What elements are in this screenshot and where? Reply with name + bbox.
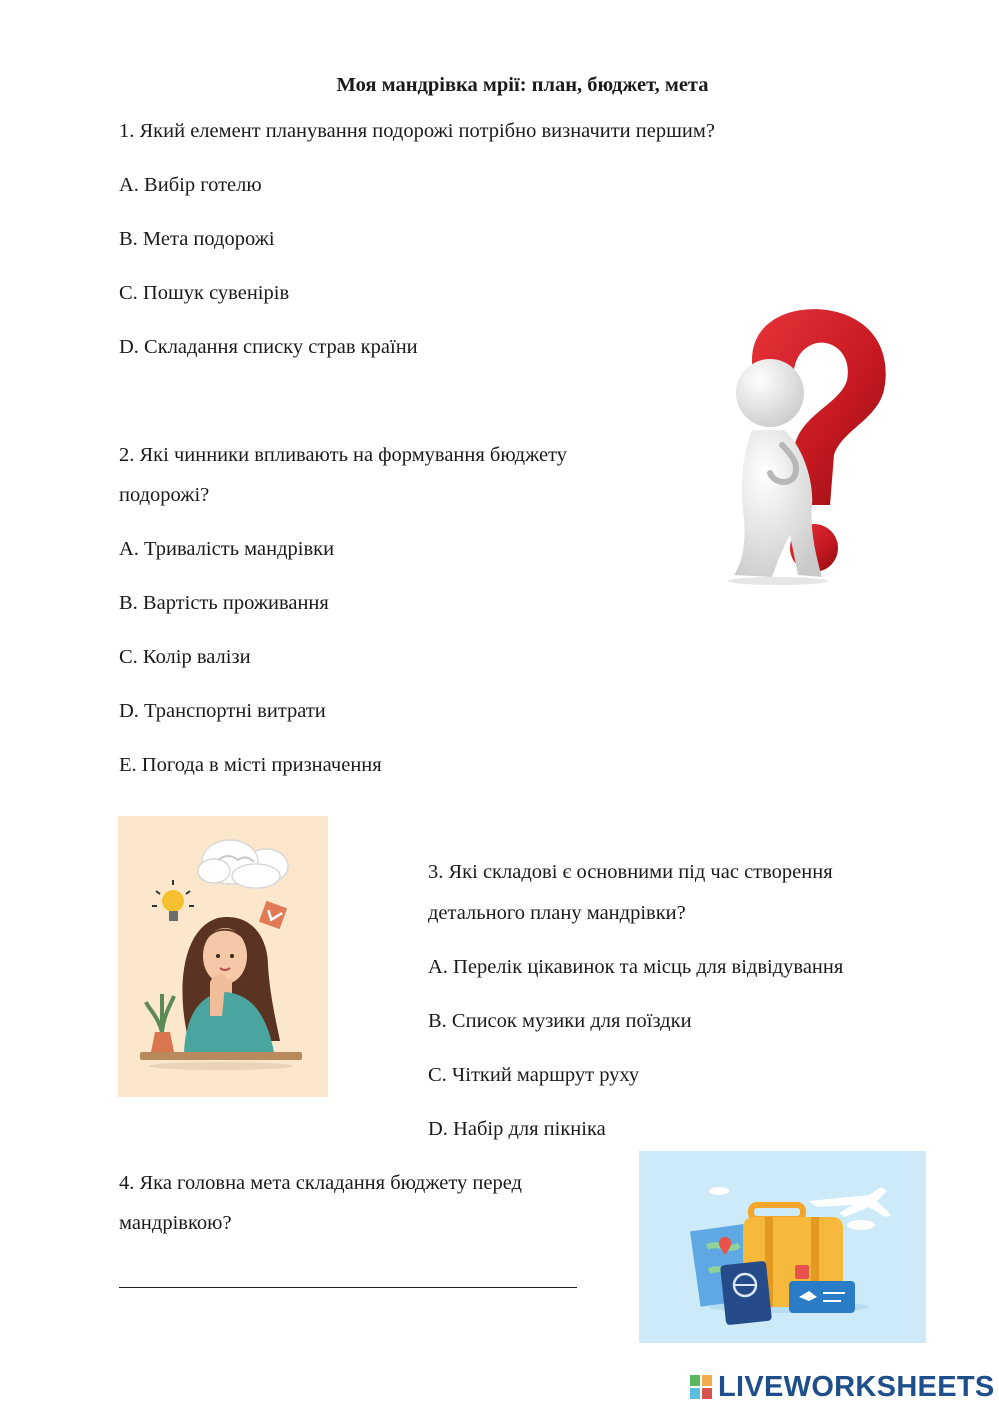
question-2-option-b[interactable]: B. Вартість проживання: [119, 592, 329, 614]
question-1-option-b[interactable]: B. Мета подорожі: [119, 228, 275, 250]
question-1-option-c[interactable]: C. Пошук сувенірів: [119, 282, 290, 304]
question-1-option-d[interactable]: D. Складання списку страв країни: [119, 336, 418, 358]
question-4-text-line-2: мандрівкою?: [119, 1212, 232, 1234]
question-3-option-d[interactable]: D. Набір для пікніка: [428, 1118, 606, 1140]
question-2-text-line-2: подорожі?: [119, 484, 210, 506]
question-3-text-line-2: детального плану мандрівки?: [428, 902, 686, 924]
travel-suitcase-image: [639, 1151, 926, 1343]
thinking-woman-image: [118, 816, 328, 1097]
question-2-option-e[interactable]: E. Погода в місті призначення: [119, 754, 382, 776]
question-1-text: 1. Який елемент планування подорожі потрібно визначити першим?: [119, 120, 715, 142]
question-1-option-a[interactable]: A. Вибір готелю: [119, 174, 262, 196]
question-3-option-a[interactable]: A. Перелік цікавинок та місць для відвідування: [428, 956, 844, 978]
question-3-option-b[interactable]: B. Список музики для поїздки: [428, 1010, 692, 1032]
question-2-option-a[interactable]: A. Тривалість мандрівки: [119, 538, 335, 560]
question-2-option-c[interactable]: C. Колір валізи: [119, 646, 251, 668]
question-2-text-line-1: 2. Які чинники впливають на формування бюджету: [119, 444, 567, 466]
question-mark-figure-image: [722, 305, 894, 585]
question-2-option-d[interactable]: D. Транспортні витрати: [119, 700, 326, 722]
question-3-option-c[interactable]: C. Чіткий маршрут руху: [428, 1064, 640, 1086]
question-4-text-line-1: 4. Яка головна мета складання бюджету перед: [119, 1172, 522, 1194]
answer-input-line[interactable]: [119, 1287, 577, 1288]
worksheet-title: Моя мандрівка мрії: план, бюджет, мета: [336, 74, 709, 96]
question-3-text-line-1: 3. Які складові є основними під час створення: [428, 861, 833, 883]
liveworksheets-logo: [690, 1372, 995, 1402]
liveworksheets-icon: [690, 1375, 712, 1399]
liveworksheets-wordmark: LIVEWORKSHEETS: [718, 1370, 995, 1403]
